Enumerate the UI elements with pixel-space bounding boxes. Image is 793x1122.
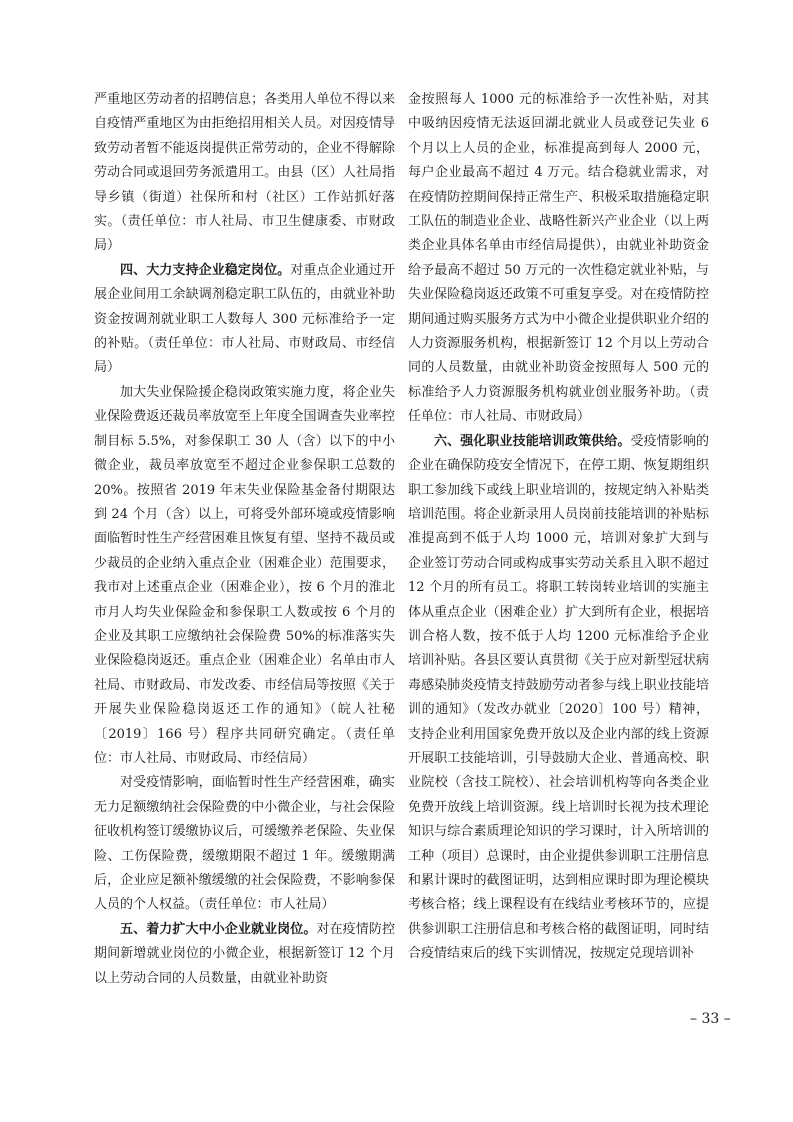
section-heading-4: 四、大力支持企业稳定岗位。 (120, 262, 291, 278)
paragraph-5 (94, 918, 395, 991)
paragraph-2 (94, 259, 395, 381)
paragraph-text: 严重地区劳动者的招聘信息；各类用人单位不得以来自疫情严重地区为由拒绝招用相关人员。对因疫情导致劳动者暂不能返岗提供正常劳动的，企业不得解除劳动合同或退回劳务派遣用工。由县（区）人社局指导乡镇（街道）社保所和村（社区）工作站抓好落实。（责任单位：市人社局、市卫生健康委、市财政局） (94, 92, 395, 254)
paragraph-text: 对在疫情防控期间新增就业岗位的小微企业，根据新签订 12 个月以上劳动合同的人员数量，由就业补助资 (94, 921, 395, 986)
paragraph-1 (94, 88, 395, 259)
paragraph-text: 金按照每人 1000 元的标准给予一次性补贴，对其中吸纳因疫情无法返回湖北就业人员或登记失业 6 个月以上人员的企业，标准提高到每人 2000 元，每户企业最高不超过 4 万元。结合稳就业需求，对在疫情防控期间保持正常生产、积极采取措施稳定职工队伍的制造业企业、战略性新兴产业企业（以上两类企业具体名单由市经信局提供），由就业补助资金给予最高不超过 50 万元的一次性稳定就业补贴，与失业保险稳岗返还政策不可重复享受。对在疫情防控期间通过购买服务方式为中小微企业提供职业介绍的人力资源服务机构，根据新签订 12 个月以上劳动合同的人员数量，由就业补助资金按照每人 500 元的标准给予人力资源服务机构就业创业服务补助。（责任单位：市人社局、市财政局） (408, 92, 709, 425)
paragraph-7 (408, 430, 709, 967)
paragraph-text: 对受疫情影响，面临暂时性生产经营困难，确实无力足额缴纳社会保险费的中小微企业，与社会保险征收机构签订缓缴协议后，可缓缴养老保险、失业保险、工伤保险费，缓缴期限不超过 1 年。缓缴期满后，企业应足额补缴缓缴的社会保险费，不影响参保人员的个人权益。（责任单位：市人社局） (94, 775, 395, 913)
left-column (94, 88, 395, 991)
paragraph-text: 对重点企业通过开展企业间用工余缺调剂稳定职工队伍的，由就业补助资金按调剂就业职工人数每人 300 元标准给予一定的补贴。（责任单位：市人社局、市财政局、市经信局） (94, 262, 395, 376)
paragraph-4 (94, 771, 395, 917)
paragraph-text: 加大失业保险援企稳岗政策实施力度，将企业失业保险费返还裁员率放宽至上年度全国调查失业率控制目标 5.5%，对参保职工 30 人（含）以下的中小微企业，裁员率放宽至不超过企业参保职工总数的 20%。按照省 2019 年末失业保险基金备付期限达到 24 个月（含）以上，可将受外部环境或疫情影响面临暂时性生产经营困难且恢复有望、坚持不裁员或少裁员的企业纳入重点企业（困难企业）范围要求，我市对上述重点企业（困难企业），按 6 个月的淮北市月人均失业保险金和参保职工人数或按 6 个月的企业及其职工应缴纳社会保险费 50%的标准落实失业保险稳岗返还。重点企业（困难企业）名单由市人社局、市财政局、市发改委、市经信局等按照《关于开展失业保险稳岗返还工作的通知》（皖人社秘〔2019〕166 号）程序共同研究确定。（责任单位：市人社局、市财政局、市经信局） (94, 384, 395, 766)
paragraph-3 (94, 381, 395, 772)
right-column (408, 88, 709, 967)
paragraph-6 (408, 88, 709, 430)
page-number: – 33 – (690, 1011, 731, 1027)
section-heading-5: 五、着力扩大中小企业就业岗位。 (120, 921, 317, 937)
paragraph-text: 受疫情影响的企业在确保防疫安全情况下，在停工期、恢复期组织职工参加线下或线上职业培训的，按规定纳入补贴类培训范围。将企业新录用人员岗前技能培训的补贴标准提高到不低于人均 1000 元，培训对象扩大到与企业签订劳动合同或构成事实劳动关系且入职不超过 12 个月的所有员工。将职工转岗转业培训的实施主体从重点企业（困难企业）扩大到所有企业，根据培训合格人数，按不低于人均 1200 元标准给予企业培训补贴。各县区要认真贯彻《关于应对新型冠状病毒感染肺炎疫情支持鼓励劳动者参与线上职业技能培训的通知》（发改办就业〔2020〕100 号）精神，支持企业利用国家免费开放以及企业内部的线上资源开展职工技能培训，引导鼓励大企业、普通高校、职业院校（含技工院校）、社会培训机构等向各类企业免费开放线上培训资源。线上培训时长视为技术理论知识与综合素质理论知识的学习课时，计入所培训的工种（项目）总课时，由企业提供参训职工注册信息和累计课时的截图证明，达到相应课时即为理论模块考核合格；线上课程设有在线结业考核环节的，应提供参训职工注册信息和考核合格的截图证明，同时结合疫情结束后的线下实训情况，按规定兑现培训补 (408, 433, 709, 962)
section-heading-6: 六、强化职业技能培训政策供给。 (434, 433, 631, 449)
